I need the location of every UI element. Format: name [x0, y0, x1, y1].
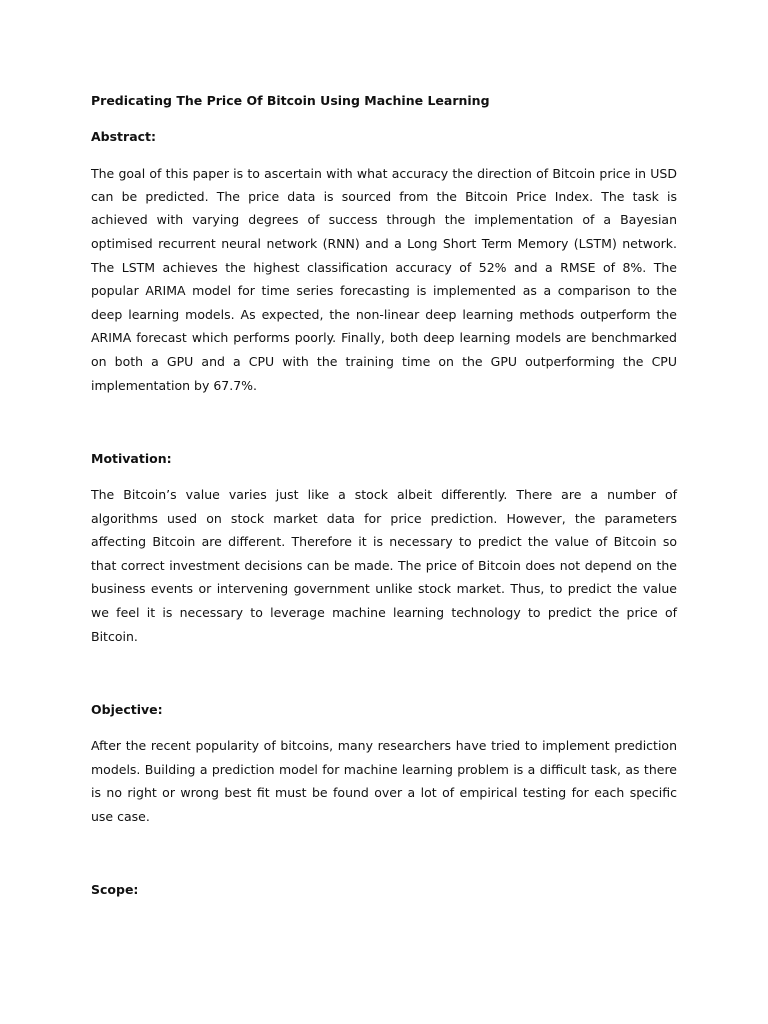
objective-line: models. Building a prediction model for machine learning problem is a difficult task, as there [91, 762, 677, 777]
motivation-line: The Bitcoin’s value varies just like a stock albeit differently. There are a number of [91, 487, 677, 502]
abstract-line: popular ARIMA model for time series forecasting is implemented as a comparison to the [91, 283, 677, 298]
abstract-line: The goal of this paper is to ascertain with what accuracy the direction of Bitcoin price in USD [91, 166, 677, 181]
objective-line: After the recent popularity of bitcoins, many researchers have tried to implement prediction [91, 738, 677, 753]
abstract-line: implementation by 67.7%. [91, 378, 258, 393]
abstract-line: The LSTM achieves the highest classification accuracy of 52% and a RMSE of 8%. The [91, 260, 677, 275]
scope-heading: Scope: [91, 882, 139, 897]
objective-heading: Objective: [91, 702, 163, 717]
abstract-line: deep learning models. As expected, the non-linear deep learning methods outperform the [91, 307, 677, 322]
objective-line: is no right or wrong best fit must be found over a lot of empirical testing for each specific [91, 785, 677, 800]
abstract-line: optimised recurrent neural network (RNN) and a Long Short Term Memory (LSTM) network. [91, 236, 677, 251]
motivation-line: algorithms used on stock market data for price prediction. However, the parameters [91, 511, 677, 526]
motivation-line: Bitcoin. [91, 629, 138, 644]
abstract-heading: Abstract: [91, 129, 157, 144]
objective-line: use case. [91, 809, 150, 824]
abstract-line: achieved with varying degrees of success through the implementation of a Bayesian [91, 212, 677, 227]
motivation-line: business events or intervening government unlike stock market. Thus, to predict the value [91, 581, 677, 596]
motivation-line: that correct investment decisions can be made. The price of Bitcoin does not depend on the [91, 558, 677, 573]
abstract-line: ARIMA forecast which performs poorly. Finally, both deep learning models are benchmarked [91, 330, 677, 345]
motivation-heading: Motivation: [91, 451, 172, 466]
document-title: Predicating The Price Of Bitcoin Using Machine Learning [91, 93, 490, 108]
abstract-line: can be predicted. The price data is sourced from the Bitcoin Price Index. The task is [91, 189, 677, 204]
motivation-line: affecting Bitcoin are different. Therefore it is necessary to predict the value of Bitcoin so [91, 534, 677, 549]
abstract-line: on both a GPU and a CPU with the training time on the GPU outperforming the CPU [91, 354, 677, 369]
motivation-line: we feel it is necessary to leverage machine learning technology to predict the price of [91, 605, 677, 620]
